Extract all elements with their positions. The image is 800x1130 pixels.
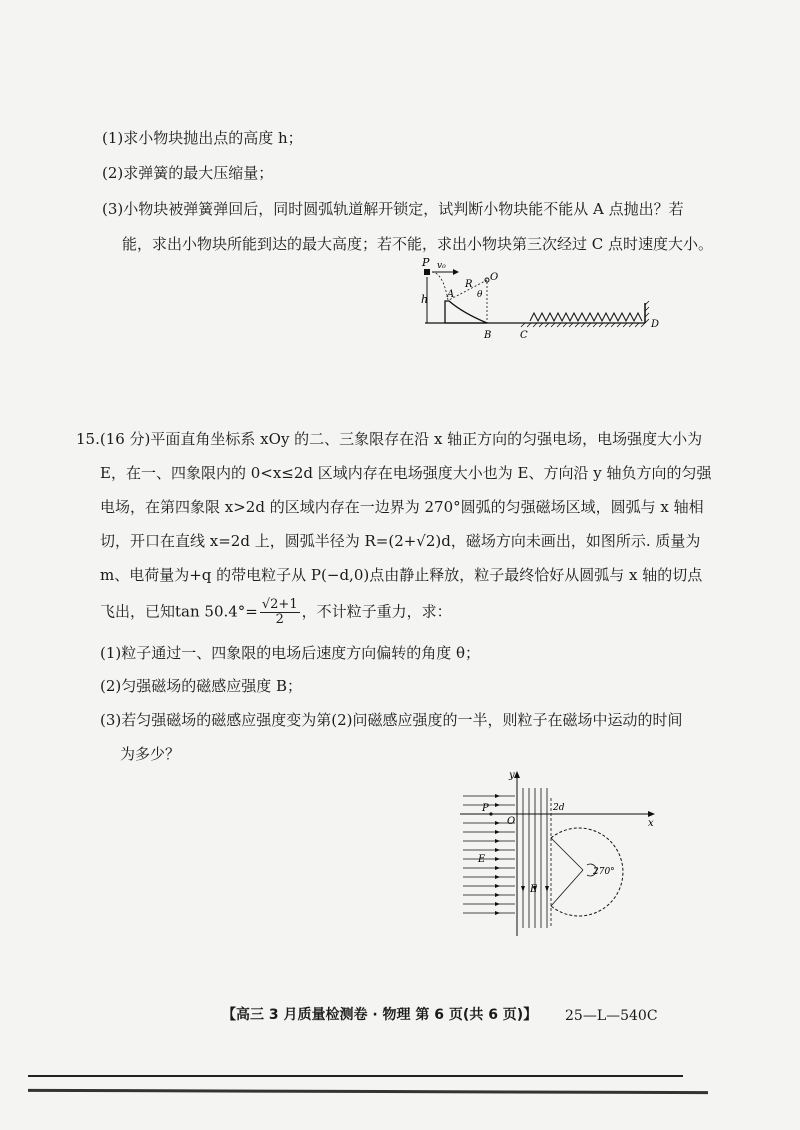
fraction-denominator: 2: [275, 612, 284, 627]
fig2-label-P: P: [482, 803, 489, 814]
fig1-label-v0: v₀: [437, 261, 446, 271]
q15-line4: 切，开口在直线 x=2d 上，圆弧半径为 R=(2+√2)d，磁场方向未画出，如图所示. 质量为: [100, 532, 701, 550]
q14-part2: (2)求弹簧的最大压缩量；: [102, 164, 274, 182]
q15-part1: (1)粒子通过一、四象限的电场后速度方向偏转的角度 θ；: [100, 644, 481, 662]
footer-code: 25—L—540C: [565, 1008, 658, 1024]
footer-title: 【高三 3 月质量检测卷 · 物理 第 6 页(共 6 页)】: [222, 1007, 538, 1023]
q15-line6-end: ，不计粒子重力，求：: [301, 602, 452, 621]
fig1-label-P: P: [422, 256, 430, 269]
q14-part3-line1: (3)小物块被弹簧弹回后，同时圆弧轨道解开锁定，试判断小物块能不能从 A 点抛出？若: [102, 200, 684, 218]
footer-rule: [28, 1075, 683, 1077]
fig1-label-C: C: [520, 330, 528, 341]
q15-part2: (2)匀强磁场的磁感应强度 B；: [100, 677, 303, 695]
fig1-label-theta: θ: [477, 290, 483, 300]
fig1-label-h: h: [421, 293, 429, 306]
q14-part3-line2: 能，求出小物块所能到达的最大高度；若不能，求出小物块第三次经过 C 点时速度大小。: [122, 235, 714, 253]
q15-line3: 电场，在第四象限 x>2d 的区域内存在一边界为 270°圆弧的匀强磁场区域，圆弧与 x 轴相: [100, 498, 704, 516]
q15-part3-line2: 为多少？: [120, 745, 181, 763]
q15-line2: E，在一、四象限内的 0<x≤2d 区域内存在电场强度大小也为 E、方向沿 y 轴负方向的匀强: [100, 464, 712, 482]
fig1-label-R: R: [465, 279, 473, 290]
q15-part3-line1: (3)若匀强磁场的磁感应强度变为第(2)问磁感应强度的一半，则粒子在磁场中运动的时间: [100, 711, 683, 729]
q14-part1: (1)求小物块抛出点的高度 h；: [102, 129, 303, 147]
tan-fraction: [260, 598, 300, 627]
fig2-label-E-right: E: [530, 884, 538, 895]
fig2-label-E-left: E: [478, 854, 486, 865]
fig2-label-2d: 2d: [553, 803, 565, 813]
fraction-numerator: √2+1: [261, 597, 298, 612]
fig2-label-y: y: [509, 770, 515, 781]
footer-rule-bottom: [28, 1089, 708, 1094]
fig1-label-A: A: [447, 289, 455, 300]
fig1-label-B: B: [484, 330, 492, 341]
fig2-label-270: 270°: [593, 867, 615, 877]
q15-line6-start: 飞出，已知tan 50.4°=: [100, 602, 258, 621]
fig2-label-O: O: [507, 816, 516, 827]
q15-line1: 15.(16 分)平面直角坐标系 xOy 的二、三象限存在沿 x 轴正方向的匀强电场，电场强度大小为: [76, 430, 703, 448]
q15-line5: m、电荷量为+q 的带电粒子从 P(−d,0)点由静止释放，粒子最终恰好从圆弧与 x 轴的切点: [100, 566, 703, 584]
fig1-label-O: O: [490, 272, 499, 283]
fig1-label-D: D: [651, 319, 660, 330]
q14-figure: [415, 255, 665, 345]
q15-line6: [100, 598, 452, 627]
fig2-label-x: x: [648, 818, 654, 829]
q15-figure: [455, 768, 665, 938]
